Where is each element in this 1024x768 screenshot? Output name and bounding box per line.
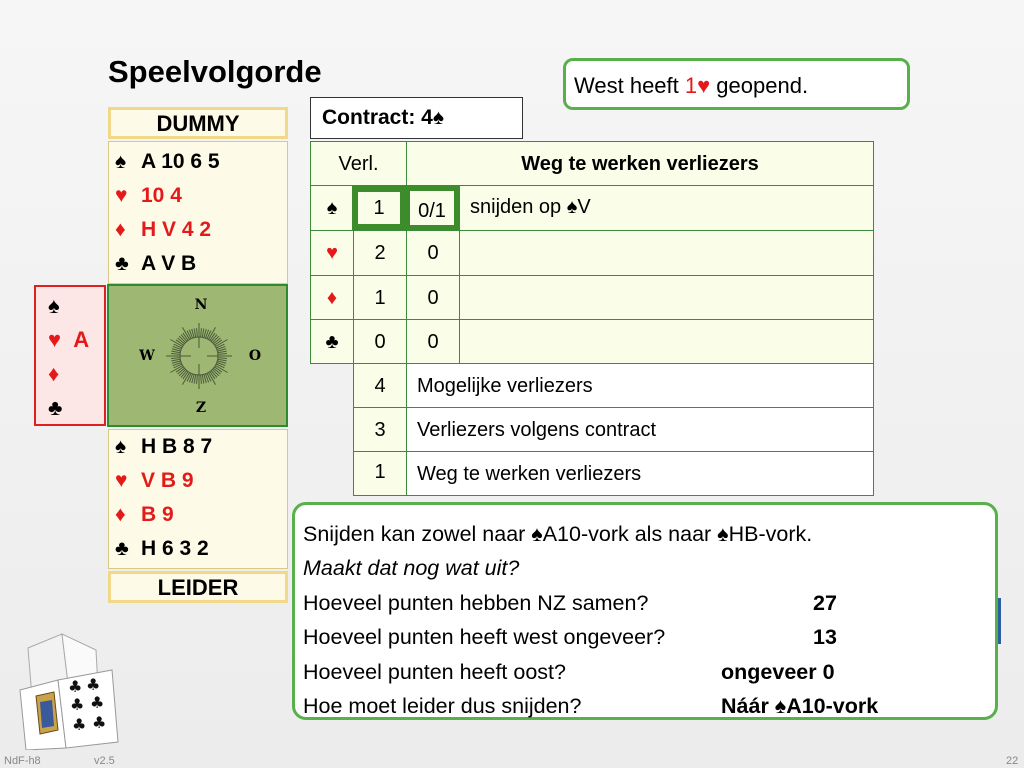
row-weg: 0 [406, 319, 460, 364]
compass-table [107, 284, 288, 427]
leider-diamonds-cards: B 9 [141, 503, 174, 526]
opening-callout [563, 58, 910, 110]
diamond-icon: ♦ [115, 218, 126, 241]
row-suit: ♣ [310, 319, 354, 364]
footer-label: NdF-h8 [4, 755, 41, 767]
summary-num: 4 [353, 363, 407, 408]
dummy-diamonds-cards: H V 4 2 [141, 218, 212, 241]
house-of-cards-logo [0, 630, 140, 750]
leider-spades-cards: H B 8 7 [141, 435, 213, 458]
dummy-hearts-cards: 10 4 [141, 184, 182, 207]
info-line-2: Maakt dat nog wat uit? [303, 556, 520, 581]
leider-hearts [109, 464, 287, 498]
dummy-spades [109, 145, 287, 179]
callout-bid: 1♥ [684, 73, 711, 98]
info-question-3 [303, 655, 995, 689]
row-note [459, 275, 874, 320]
row-note [459, 230, 874, 276]
leider-hand [108, 429, 288, 569]
header-verl: Verl. [310, 141, 407, 186]
svg-text:♣: ♣ [70, 695, 85, 714]
info-question-1 [303, 586, 995, 620]
heart-icon: ♥ [115, 469, 128, 492]
row-suit: ♦ [310, 275, 354, 320]
compass-rose-icon [109, 286, 286, 425]
row-weg: 0 [406, 275, 460, 320]
question-text: Hoe moet leider dus snijden? [303, 693, 582, 718]
leider-diamonds [109, 498, 287, 532]
club-icon: ♣ [115, 537, 129, 560]
row-suit: ♠ [310, 185, 354, 231]
svg-text:♣: ♣ [68, 677, 83, 696]
heart-icon: ♥ [115, 184, 128, 207]
dummy-clubs-cards: A V B [141, 252, 197, 275]
question-text: Hoeveel punten heeft oost? [303, 659, 566, 684]
answer-text: 27 [813, 590, 837, 615]
row-verl: 2 [353, 230, 407, 276]
answer-text: 13 [813, 625, 837, 650]
row-weg: 0 [406, 230, 460, 276]
contract-box: Contract: 4♠ [310, 97, 523, 139]
diamond-icon: ♦ [48, 361, 60, 386]
row-verl: 1 [353, 275, 407, 320]
info-line-1: Snijden kan zowel naar ♠A10-vork als naar ♠HB-vork. [303, 522, 813, 546]
summary-num: 3 [353, 407, 407, 452]
leider-hearts-cards: V B 9 [141, 469, 194, 492]
info-question-2 [303, 620, 995, 654]
summary-label: Weg te werken verliezers [406, 451, 874, 496]
spade-icon: ♠ [115, 435, 127, 458]
question-text: Hoeveel punten hebben NZ samen? [303, 590, 649, 615]
dummy-hearts [109, 179, 287, 213]
dummy-spades-cards: A 10 6 5 [141, 150, 220, 173]
compass-n: N [194, 297, 208, 313]
row-note [459, 319, 874, 364]
summary-label: Mogelijke verliezers [406, 363, 874, 408]
dummy-label: DUMMY [108, 107, 288, 139]
page-number: 22 [1006, 755, 1019, 767]
row-weg-highlight: 0/1 [405, 186, 459, 230]
callout-text-before: West heeft [574, 73, 685, 98]
info-question-4 [303, 689, 995, 723]
compass-z: Z [195, 400, 207, 416]
dummy-diamonds [109, 213, 287, 247]
leider-clubs-cards: H 6 3 2 [141, 537, 209, 560]
club-icon: ♣ [48, 395, 63, 420]
west-hearts [36, 323, 104, 357]
svg-text:♣: ♣ [72, 715, 87, 734]
answer-text: Náár ♠A10-vork [721, 693, 879, 718]
summary-label: Verliezers volgens contract [406, 407, 874, 452]
slide-title: Speelvolgorde [108, 54, 322, 89]
west-spades [36, 289, 104, 323]
info-box [292, 502, 998, 720]
spade-icon: ♠ [115, 150, 127, 173]
callout-text-after: geopend. [710, 73, 809, 98]
leider-clubs [109, 532, 287, 566]
question-text: Hoeveel punten heeft west ongeveer? [303, 625, 666, 650]
summary-num: 1 [353, 451, 407, 496]
compass-w: W [139, 348, 155, 364]
west-diamonds [36, 357, 104, 391]
heart-icon: ♥ [48, 327, 62, 352]
leider-label: LEIDER [108, 571, 288, 603]
footer-version: v2.5 [94, 755, 115, 767]
leider-spades [109, 430, 287, 464]
header-weg: Weg te werken verliezers [406, 141, 874, 186]
row-verl: 0 [353, 319, 407, 364]
west-hearts-cards: A [73, 327, 90, 352]
diamond-icon: ♦ [115, 503, 126, 526]
compass-o: O [248, 348, 262, 364]
club-icon: ♣ [115, 252, 129, 275]
west-hand [34, 285, 106, 426]
west-clubs [36, 391, 104, 425]
svg-text:♣: ♣ [90, 693, 105, 712]
dummy-hand [108, 141, 288, 284]
dummy-clubs [109, 247, 287, 281]
spade-icon: ♠ [48, 293, 60, 318]
svg-text:♣: ♣ [92, 713, 107, 732]
row-verl-highlight: 1 [352, 186, 406, 230]
answer-text: ongeveer 0 [721, 659, 835, 684]
row-note: snijden op ♠V [459, 185, 874, 231]
svg-text:♣: ♣ [86, 675, 101, 694]
row-suit: ♥ [310, 230, 354, 276]
